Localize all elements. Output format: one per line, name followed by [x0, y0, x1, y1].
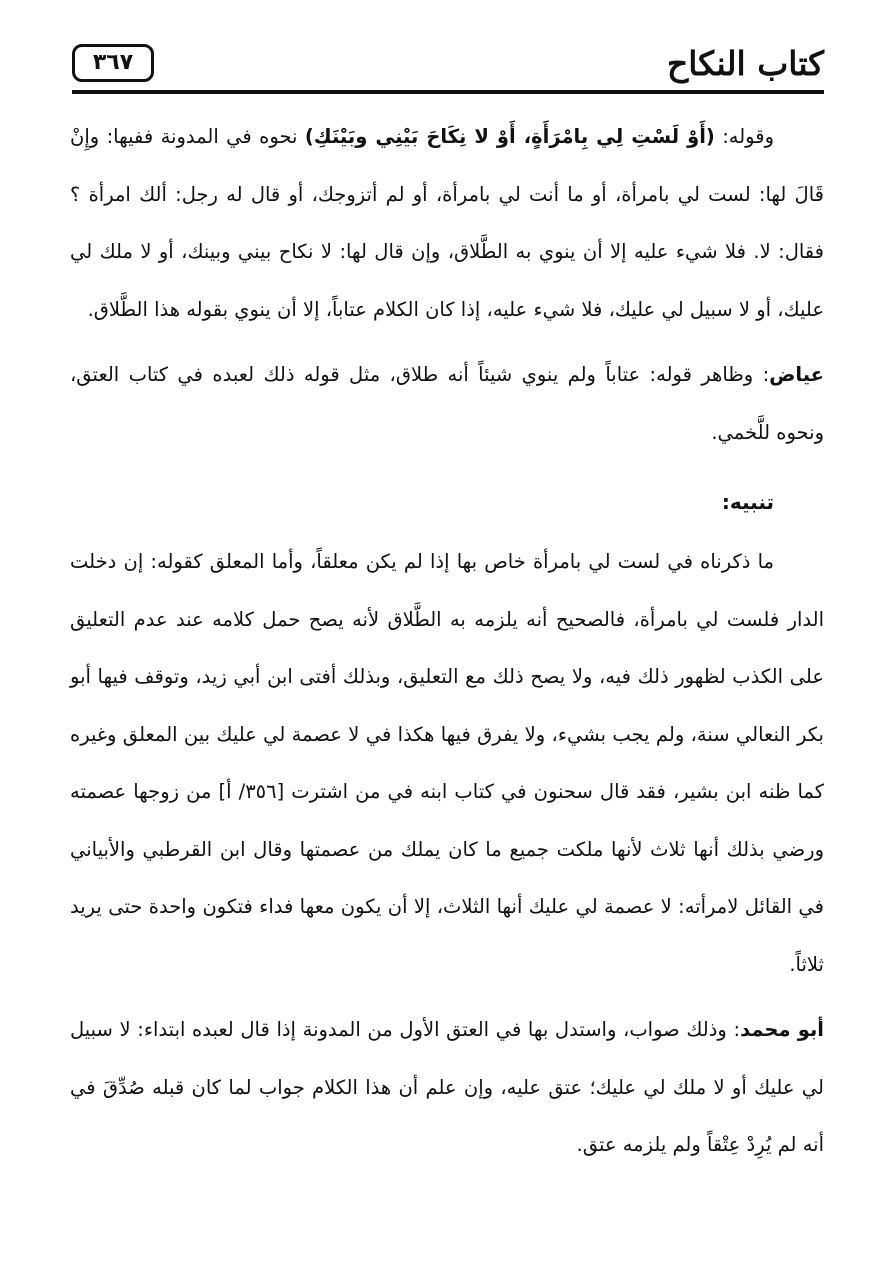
paragraph-abu-muhammad — [70, 1001, 824, 1174]
paragraph-intro: وقوله: — [714, 125, 774, 148]
paragraph-iyad — [70, 346, 824, 461]
paragraph-text: ما ذكرناه في لست لي بامرأة خاص بها إذا لم يكن معلقاً، وأما المعلق كقوله: إن دخلت الدار فلست لي بامرأة، فالصحيح أنه يلزمه به الطَّلاق لأنه يصح حمل كلامه عند عدم التعليق على الكذب لظهور ذلك فيه، ولا يصح ذلك مع التعليق، وبذلك أفتى ابن أبي زيد، وتوقف فيها أبو بكر النعالي سنة، ولم يجب بشيء، ولا يفرق فيها هكذا في لا عصمة لي عليك بين المعلق وغيره كما ظنه ابن بشير، فقد قال سحنون في كتاب ابنه في من اشترت [٣٥٦/ أ] من زوجها عصمته ورضي بذلك أنها ثلاث لأنها ملكت جميع ما كان يملك من عصمتها وقال ابن القرطبي والأبياني في القائل لامرأته: لا عصمة لي عليك أنها الثلاث، إلا أن يكون معها فداء فتكون واحدة حتى يريد ثلاثاً. — [70, 550, 824, 976]
paragraph-opening — [70, 108, 824, 338]
header-rule — [72, 90, 824, 94]
running-header — [72, 40, 824, 94]
paragraph-text: : وذلك صواب، واستدل بها في العتق الأول من المدونة إذا قال لعبده ابتداء: لا سبيل لي عليك أو لا ملك لي عليك؛ عتق عليه، وإن علم أن هذا الكلام جواب لما كان قبله صُدِّقَ في أنه لم يُرِدْ عِتْقاً ولم يلزمه عتق. — [70, 1018, 824, 1156]
paragraph-note — [70, 533, 824, 993]
quoted-matn: (أَوْ لَسْتِ لِي بِامْرَأَةٍ، أَوْ لا نِكَاحَ بَيْنِي وبَيْنَكِ) — [304, 125, 715, 148]
paragraph-text: نحوه في المدونة ففيها: وإِنْ قَالَ لها: لست لي بامرأة، أو ما أنت لي بامرأة، أو لم أتزوجك، أو قال له رجل: ألك امرأة ؟ فقال: لا. فلا شيء عليه إلا أن ينوي به الطَّلاق، وإن قال لها: لا نكاح بيني وبينك، أو لا ملك لي عليك، أو لا سبيل لي عليك، فلا شيء عليه، إذا كان الكلام عتاباً، إلا أن ينوي بقوله هذا الطَّلاق. — [70, 125, 824, 321]
speaker-name: أبو محمد — [740, 1018, 824, 1041]
speaker-name: عياض — [769, 363, 824, 386]
paragraph-text: : وظاهر قوله: عتاباً ولم ينوي شيئاً أنه طلاق، مثل قوله ذلك لعبده في كتاب العتق، ونحوه للَّخمي. — [70, 363, 824, 444]
section-heading: تنبيه: — [721, 490, 774, 514]
book-title: كتاب النكاح — [666, 44, 824, 83]
page-number: ٣٦٧ — [72, 44, 154, 82]
page-body — [70, 108, 824, 1174]
